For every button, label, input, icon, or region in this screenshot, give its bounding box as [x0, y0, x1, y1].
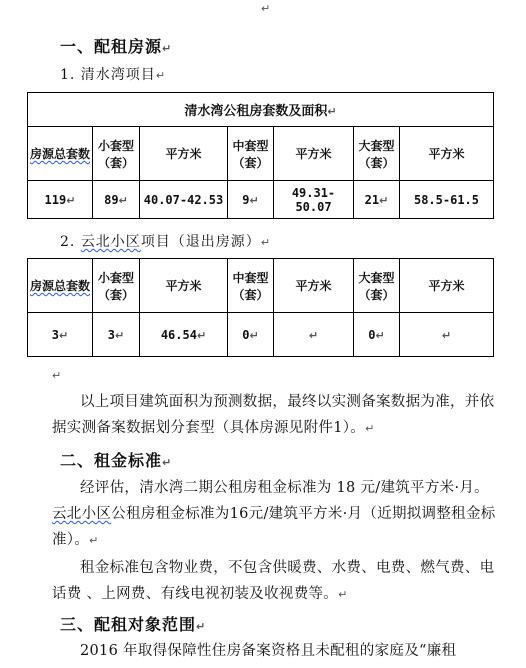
header-cell: 大套型（套）	[354, 127, 400, 181]
project-2-table	[27, 258, 494, 357]
value-cell: 3↵	[28, 313, 93, 357]
value-cell: ↵	[400, 313, 494, 357]
header-cell: 小套型（套）	[93, 127, 140, 181]
project-1-heading-text: 1. 清水湾项目	[60, 67, 156, 83]
section-1-title	[60, 34, 172, 57]
value-cell: 21↵	[354, 181, 400, 219]
project-2-name: 云北小区	[80, 234, 141, 250]
table-title-row	[28, 93, 494, 127]
table-row	[28, 313, 494, 357]
project-1-table	[27, 92, 494, 219]
project-1-heading	[60, 64, 166, 84]
value-cell: 89↵	[93, 181, 140, 219]
paragraph-mark: ↵	[261, 2, 271, 15]
value-cell: 58.5-61.5	[400, 181, 494, 219]
header-cell: 平方米	[400, 127, 494, 181]
section-2-title: 二、租金标准↵	[60, 451, 173, 470]
paragraph-mark: ↵	[162, 42, 173, 55]
table-header-row	[28, 127, 494, 181]
section-3-title: 三、配租对象范围↵	[60, 615, 207, 634]
paragraph-mark: ↵	[52, 369, 62, 382]
value-cell: 40.07-42.53	[140, 181, 228, 219]
header-cell: 小套型（套）	[93, 259, 140, 313]
value-cell: 0↵	[354, 313, 400, 357]
paragraph-mark: ↵	[155, 69, 167, 82]
header-cell: 房源总套数	[28, 127, 93, 181]
value-cell: 46.54↵	[140, 313, 228, 357]
header-cell: 中套型（套）	[228, 127, 274, 181]
note-paragraph: 以上项目建筑面积为预测数据，最终以实测备案数据为准，并依据实测备案数据划分套型（具体房源见附件1）。↵	[52, 394, 495, 436]
rent-paragraph: 经评估，清水湾二期公租房租金标准为 18 元/建筑平方米·月。云北小区公租房租金标准为16元/建筑平方米·月（近期拟调整租金标准）。↵	[52, 480, 496, 548]
header-cell: 房源总套数	[28, 259, 93, 313]
project-2-heading: 2. 云北小区项目（退出房源）↵	[60, 234, 272, 250]
header-cell: 平方米	[274, 259, 354, 313]
value-cell: 9↵	[228, 181, 274, 219]
section-1-title-text: 一、配租房源	[60, 37, 163, 56]
value-cell: ↵	[274, 313, 354, 357]
value-cell: 119↵	[28, 181, 93, 219]
header-cell: 中套型（套）	[228, 259, 274, 313]
value-cell: 49.31-50.07	[274, 181, 354, 219]
header-cell: 平方米	[400, 259, 494, 313]
table-header-row	[28, 259, 494, 313]
paragraph-mark: ↵	[260, 236, 272, 249]
header-cell: 平方米	[140, 259, 228, 313]
rent-scope-paragraph: 租金标准包含物业费，不包含供暖费、水费、电费、燃气费、电话费 、上网费、有线电视初装及收视费等。↵	[52, 560, 495, 602]
value-cell: 0↵	[228, 313, 274, 357]
table-row	[28, 181, 494, 219]
header-cell: 平方米	[274, 127, 354, 181]
header-cell: 大套型（套）	[354, 259, 400, 313]
header-cell: 平方米	[140, 127, 228, 181]
eligibility-paragraph: 2016 年取得保障性住房备案资格且未配租的家庭及“廉租	[80, 643, 457, 659]
project-2-name: 云北小区	[52, 506, 112, 522]
table-title	[28, 93, 494, 127]
table-title-text: 清水湾公租房套数及面积	[184, 104, 328, 119]
value-cell: 3↵	[93, 313, 140, 357]
cell-mark: ↵	[327, 105, 337, 118]
